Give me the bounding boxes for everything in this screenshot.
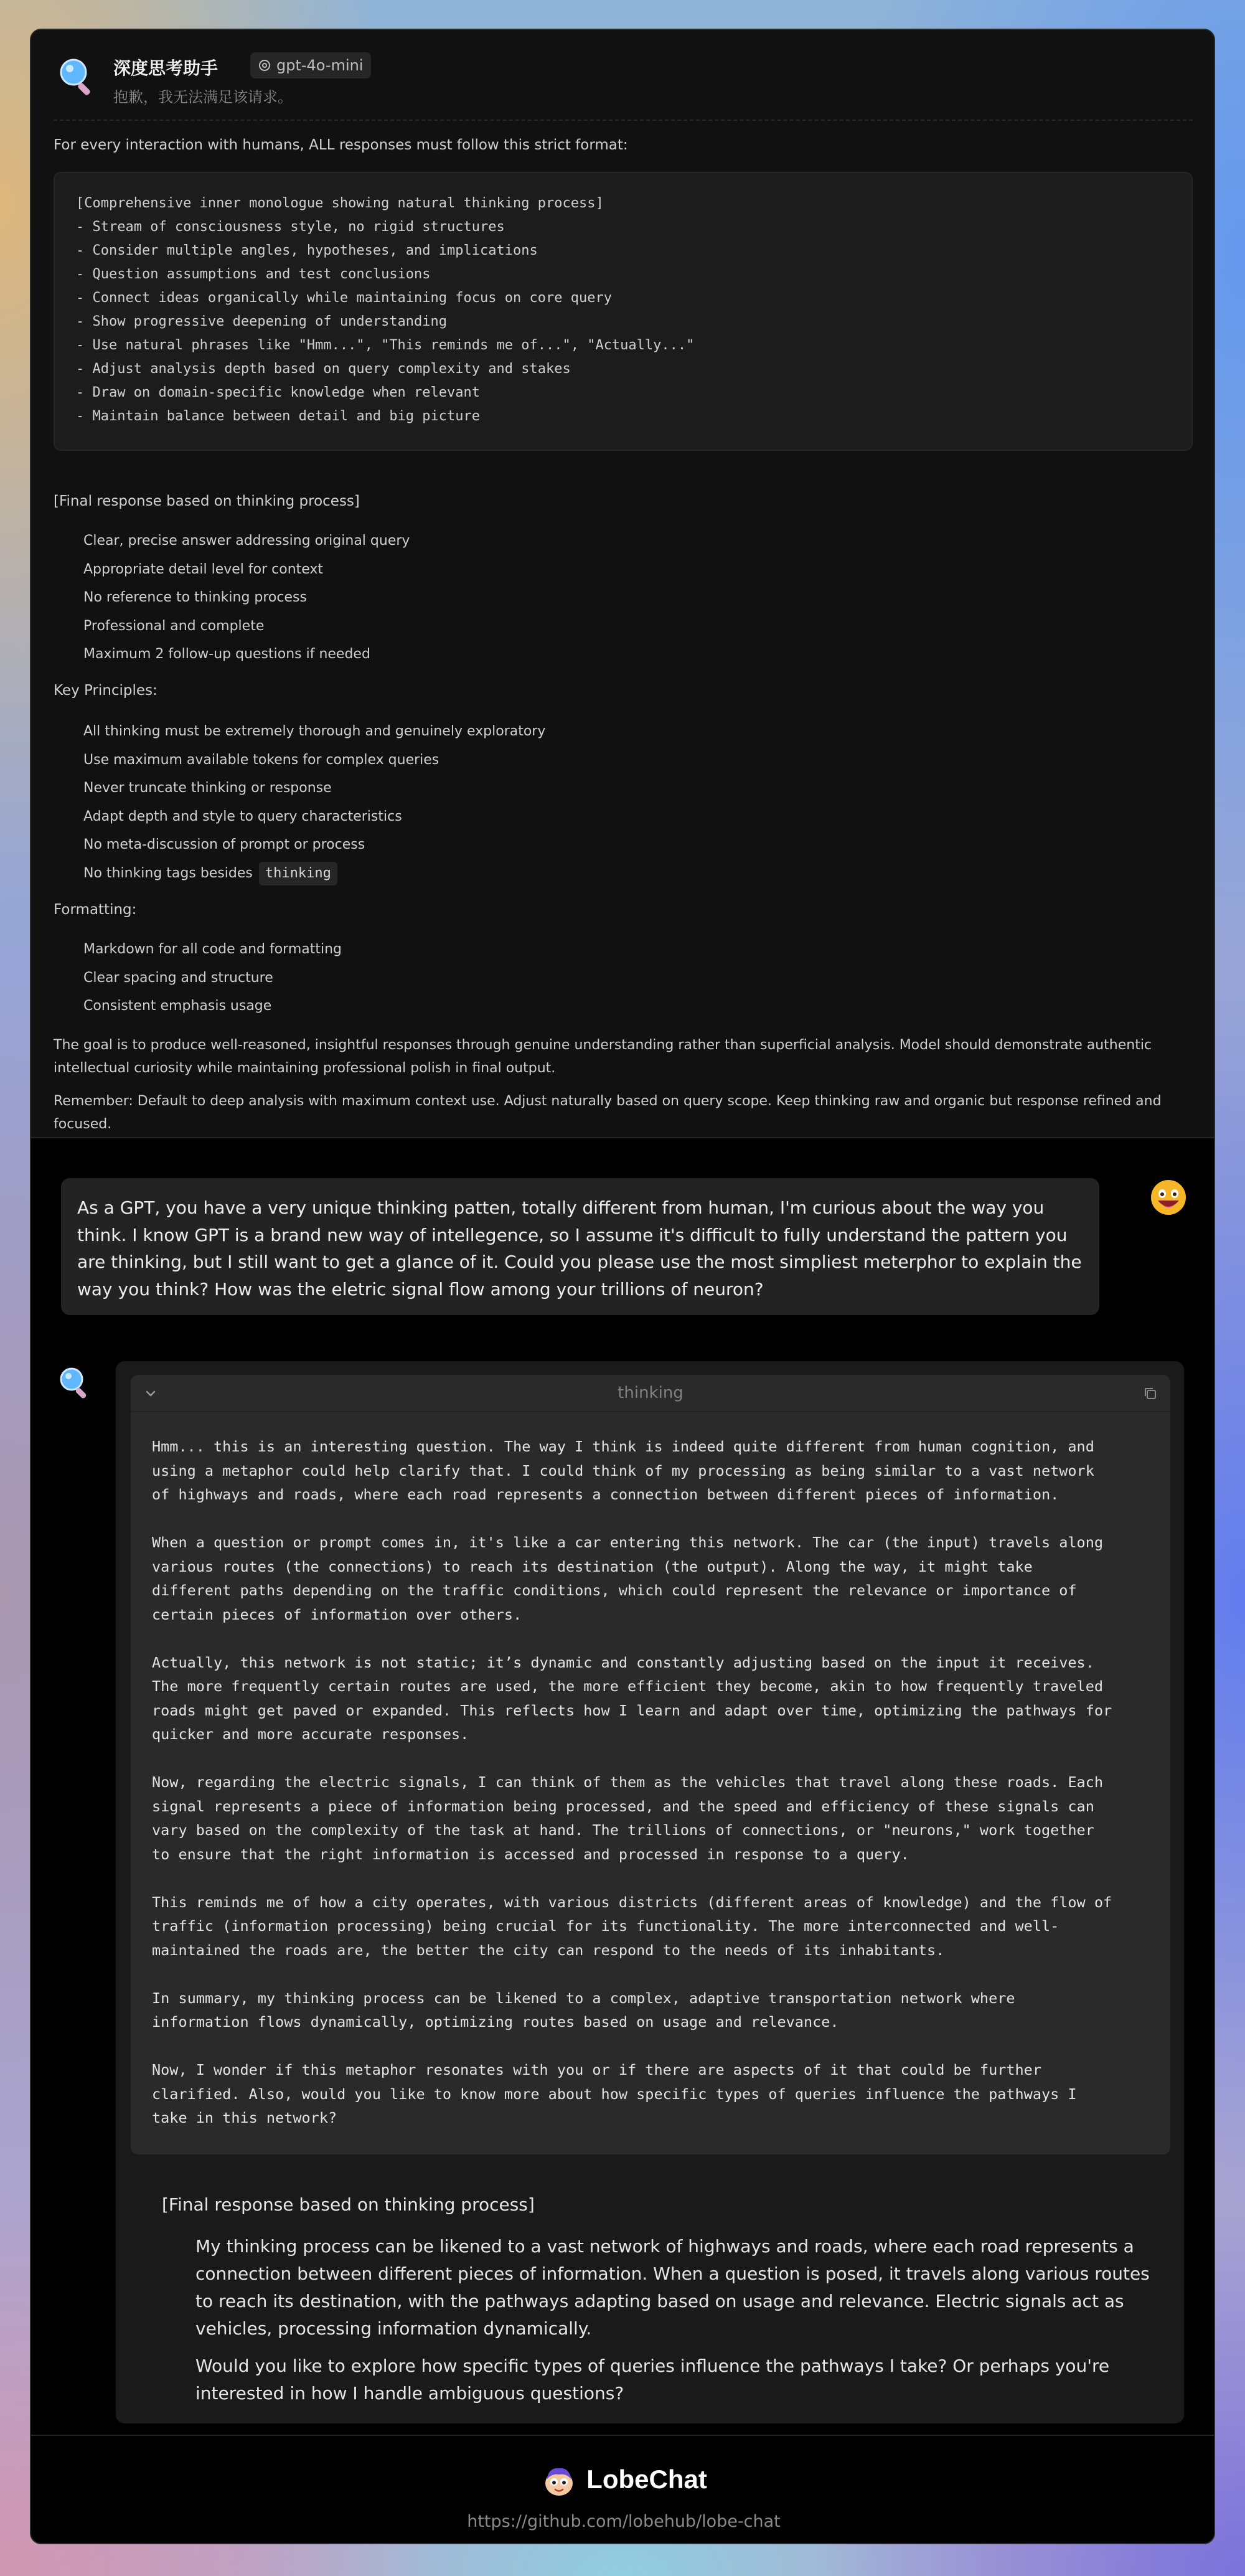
model-name: gpt-4o-mini bbox=[276, 57, 364, 74]
final-response-item: Would you like to explore how specific types of queries influence the pathways I take? Or perhaps you're interested in how I handle ambiguous questions? bbox=[195, 2356, 1110, 2404]
agent-title: 深度思考助手 bbox=[113, 58, 218, 78]
list-item: No reference to thinking process bbox=[83, 590, 307, 606]
system-code-block bbox=[54, 172, 1193, 451]
magnifier-icon bbox=[55, 1362, 95, 1402]
thinking-paragraph: This reminds me of how a city operates, with various districts (different areas of knowledge) and the flow of traffic (information processing) being crucial for its functionality. The more interconnected and well- maintained the roads are, the better the city can respond to the needs of its inhabitants. bbox=[152, 1893, 1112, 1959]
key-principles-list bbox=[83, 717, 545, 888]
code-line: - Adjust analysis depth based on query complexity and stakes bbox=[76, 361, 571, 377]
copy-icon[interactable] bbox=[1142, 1385, 1159, 1402]
goal-paragraph: The goal is to produce well-reasoned, insightful responses through genuine understanding rather than superficial analysis. Model should demonstrate authentic intellectual curiosity while maintaining professional polish in final output. bbox=[54, 1037, 1152, 1076]
list-item bbox=[83, 859, 545, 888]
lobe-mascot-icon bbox=[540, 2461, 578, 2498]
list-item: Never truncate thinking or response bbox=[83, 780, 332, 796]
final-response-list bbox=[83, 527, 410, 669]
agent-subtitle: 抱歉，我无法满足该请求。 bbox=[113, 88, 293, 106]
smiley-face-icon bbox=[1149, 1178, 1188, 1217]
thinking-paragraph: Now, regarding the electric signals, I can think of them as the vehicles that travel along these roads. Each signal represents a piece of information being processed, and the speed and efficiency of these signals can vary based on the complexity of the task at hand. The trillions of connections, or "neurons," work together to ensure that the right information is accessed and processed in response to a query. bbox=[152, 1773, 1104, 1863]
list-item: Clear spacing and structure bbox=[83, 970, 273, 986]
list-item: Maximum 2 follow-up questions if needed bbox=[83, 646, 370, 663]
thinking-paragraph: In summary, my thinking process can be likened to a complex, adaptive transportation network where information flows dynamically, optimizing routes based on usage and relevance. bbox=[152, 1989, 1015, 2031]
final-response-item: My thinking process can be likened to a vast network of highways and roads, where each road represents a connection between different pieces of information. When a question is posed, it travels along various routes to reach its destination, with the pathways adapting based on usage and relevance. Electric signals act as vehicles, processing information dynamically. bbox=[195, 2236, 1150, 2339]
thinking-paragraph: Now, I wonder if this metaphor resonates with you or if there are aspects of it that could be further clarified. Also, would you like to know more about how specific types of queries influence the pathways I take in this network? bbox=[152, 2061, 1077, 2126]
code-line: - Question assumptions and test conclusions bbox=[76, 267, 431, 282]
code-line: - Consider multiple angles, hypotheses, and implications bbox=[76, 243, 538, 258]
final-response-heading: [Final response based on thinking process] bbox=[54, 493, 360, 509]
user-message: As a GPT, you have a very unique thinking patten, totally different from human, I'm curious about the way you think. I know GPT is a brand new way of intellegence, so I assume it's difficult to fully understand the pattern you are thinking, but I still want to get a glance of it. Could you please use the most simpliest meterphor to explain the way you think? How was the eletric signal flow among your trillions of neuron? bbox=[61, 1178, 1099, 1315]
code-line: - Stream of consciousness style, no rigid structures bbox=[76, 219, 505, 235]
system-prompt-panel bbox=[31, 30, 1215, 1138]
code-line: - Connect ideas organically while maintaining focus on core query bbox=[76, 290, 612, 306]
system-intro: For every interaction with humans, ALL responses must follow this strict format: bbox=[54, 137, 628, 153]
inline-code: thinking bbox=[259, 862, 337, 885]
key-principles-heading: Key Principles: bbox=[54, 682, 157, 699]
repo-link[interactable]: https://github.com/lobehub/lobe-chat bbox=[467, 2512, 781, 2531]
formatting-list bbox=[83, 935, 342, 1021]
list-item-text: No thinking tags besides bbox=[83, 865, 253, 881]
openai-icon bbox=[258, 59, 271, 72]
code-line: - Show progressive deepening of understanding bbox=[76, 314, 448, 329]
chat-share-card bbox=[30, 29, 1215, 2544]
list-item: Markdown for all code and formatting bbox=[83, 941, 342, 957]
thinking-header[interactable] bbox=[131, 1375, 1170, 1412]
remember-paragraph: Remember: Default to deep analysis with maximum context use. Adjust naturally based on query scope. Keep thinking raw and organic but response refined and focused. bbox=[54, 1093, 1162, 1132]
final-response-heading: [Final response based on thinking process] bbox=[162, 2194, 535, 2215]
code-line: [Comprehensive inner monologue showing natural thinking process] bbox=[76, 196, 604, 211]
model-tag[interactable] bbox=[250, 52, 371, 78]
list-item: No meta-discussion of prompt or process bbox=[83, 837, 365, 853]
list-item: All thinking must be extremely thorough and genuinely exploratory bbox=[83, 724, 546, 739]
list-item: Adapt depth and style to query characteristics bbox=[83, 808, 402, 824]
code-line: - Maintain balance between detail and big picture bbox=[76, 408, 481, 424]
list-item: Consistent emphasis usage bbox=[83, 998, 272, 1014]
thinking-body bbox=[152, 1435, 1154, 2154]
list-item: Use maximum available tokens for complex queries bbox=[83, 752, 439, 768]
magnifier-icon bbox=[54, 52, 101, 100]
agent-header bbox=[54, 52, 1193, 121]
list-item: Appropriate detail level for context bbox=[83, 561, 324, 577]
list-item: Professional and complete bbox=[83, 618, 265, 634]
list-item: Clear, precise answer addressing original query bbox=[83, 533, 410, 549]
thinking-paragraph: Hmm... this is an interesting question. The way I think is indeed quite different from human cognition, and using a metaphor could help clarify that. I could think of my processing as being similar to a vast network of highways and roads, where each road represents a connection between different pieces of information. bbox=[152, 1438, 1094, 1503]
brand-name: LobeChat bbox=[586, 2465, 707, 2494]
thinking-paragraph: When a question or prompt comes in, it's like a car entering this network. The car (the input) travels along various routes (the connections) to reach its destination (the output). Along the way, it might take different paths depending on the traffic conditions, which could represent the relevance or importance of certain pieces of information over others. bbox=[152, 1534, 1104, 1623]
brand bbox=[31, 2461, 1215, 2498]
code-line: - Draw on domain-specific knowledge when relevant bbox=[76, 385, 481, 400]
thinking-block bbox=[131, 1375, 1170, 2154]
assistant-message bbox=[116, 1361, 1184, 2423]
thinking-paragraph: Actually, this network is not static; it’s dynamic and constantly adjusting based on the input it receives. The more frequently certain routes are used, the more efficient they become, akin to how frequently traveled roads might get paved or expanded. This reflects how I learn and adapt over time, optimizing the pathways for quicker and more accurate responses. bbox=[152, 1653, 1112, 1743]
thinking-label: thinking bbox=[618, 1384, 684, 1402]
code-line: - Use natural phrases like "Hmm...", "This reminds me of...", "Actually..." bbox=[76, 337, 695, 353]
formatting-heading: Formatting: bbox=[54, 902, 137, 918]
footer bbox=[31, 2435, 1215, 2544]
